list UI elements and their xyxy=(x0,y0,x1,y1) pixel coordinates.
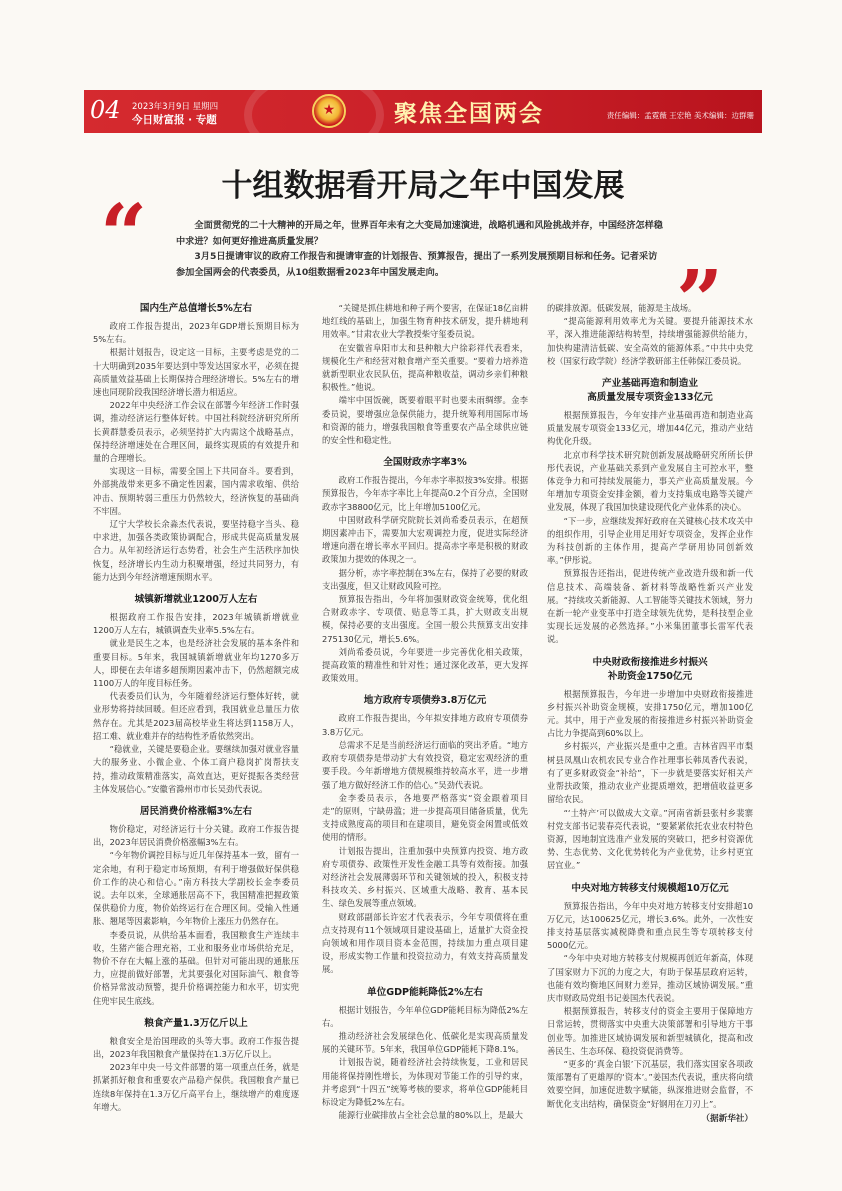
paragraph: 计划报告提出，注重加强中央预算内投资、地方政府专项债券、政策性开发性金融工具等有效衔接。加强对经济社会发展薄弱环节和关键领域的投入，积极支持科技攻关、乡村振兴、区域重大战略、教育、基本民生、绿色发展等重点领域。 xyxy=(322,845,528,909)
paragraph: 2023年中央一号文件部署的第一项重点任务，就是抓紧抓好粮食和重要农产品稳产保供。我国粮食产量已连续8年保持在1.3万亿斤高平台上，继续增产的难度逐年增大。 xyxy=(93,1062,299,1112)
section-heading-line: 高质量发展专项资金133亿元 xyxy=(587,392,713,404)
paragraph: 根据计划报告，今年单位GDP能耗目标为降低2%左右。 xyxy=(322,1004,528,1028)
paragraph: “关键是抓住耕地和种子两个要害，在保证18亿亩耕地红线的基础上，加强生物育种技术研发，提升耕地利用效率。”甘肃农业大学教授柴守玺委员说。 xyxy=(322,303,528,340)
paragraph: 根据预算报告，今年进一步增加中央财政衔接推进乡村振兴补助资金规模，安排1750亿元，增加100亿元。其中，用于产业发展的衔接推进乡村振兴补助资金占比力争提高到60%以上。 xyxy=(547,688,753,739)
paragraph: 粮食安全是治国理政的头等大事。政府工作报告提出，2023年我国粮食产量保持在1.3万亿斤以上。 xyxy=(93,1035,299,1059)
paragraph: 根据预算报告，今年安排产业基础再造和制造业高质量发展专项资金133亿元，增加44亿元，推动产业结构优化升级。 xyxy=(547,410,753,447)
paragraph: 预算报告指出，今年中央对地方转移支付安排超10万亿元，达100625亿元，增长3.6%。此外，一次性安排支持基层落实减税降费和重点民生等专项转移支付5000亿元。 xyxy=(547,900,753,951)
paragraph: 财政部副部长许宏才代表表示，今年专项债将在重点支持现有11个领域项目建设基础上，适量扩大资金投向领域和用作项目资本金范围，持续加力重点项目建设，形成实物工作量和投资拉动力，有效支持高质量发展。 xyxy=(322,911,528,975)
editors-credit: 责任编辑：孟霓薇 王宏艳 美术编辑：边群珊 xyxy=(606,111,754,120)
paragraph: 北京市科学技术研究院创新发展战略研究所所长伊彤代表说，产业基础关系到产业发展自主可控水平，整体竞争力和可持续发展能力，事关产业高质量发展。今年增加专项资金安排金额，着力支持集成电路等关键产业发展，体现了我国加快建设现代化产业体系的决心。 xyxy=(547,449,753,513)
article-column-3 xyxy=(547,302,753,1126)
headline: 十组数据看开局之年中国发展 xyxy=(221,168,625,204)
paragraph: 刘尚希委员说，今年要进一步完善优化相关政策，提高政策的精准性和针对性；通过深化改革，更大发挥政策效用。 xyxy=(322,646,528,684)
paragraph: 中国财政科学研究院院长刘尚希委员表示，在超预期因素冲击下，需要加大宏观调控力度，促进实际经济增速向潜在增长率水平回归。提高赤字率是积极的财政政策加力提效的体现之一。 xyxy=(322,514,528,565)
national-emblem-icon xyxy=(312,94,346,128)
lead-p1: 全面贯彻党的二十大精神的开局之年，世界百年未有之大变局加速演进，战略机遇和风险挑战并存，中国经济怎样稳中求进？如何更好推进高质量发展？ xyxy=(176,220,663,247)
paragraph: 据分析，赤字率控制在3%左右，保持了必要的财政支出强度，但又让财政风险可控。 xyxy=(322,567,528,591)
section-heading-line: 产业基础再造和制造业 xyxy=(602,378,698,390)
paragraph: 代表委员们认为，今年随着经济运行整体好转，就业形势将持续回暖。但还应看到，我国就业总量压力依然存在。尤其是2023届高校毕业生将达到1158万人，招工难、就业难并存的结构性矛盾依然突出。 xyxy=(93,691,299,741)
close-quote-mark: ” xyxy=(676,253,724,349)
section-heading: 单位GDP能耗降低2%左右 xyxy=(367,986,483,998)
page-number: 04 xyxy=(90,96,121,124)
paragraph: 辽宁大学校长余淼杰代表说，要坚持稳字当头、稳中求进，加强各类政策协调配合，形成共促高质量发展合力。从年初经济运行态势看，社会生产生活秩序加快恢复，经济增长内生动力积聚增强，经过共同努力，有能力达到今年经济增速预期水平。 xyxy=(93,519,299,582)
paragraph: 的碳排放源。低碳发展，能源是主战场。 xyxy=(547,303,697,313)
article-column-1 xyxy=(93,302,299,1114)
paragraph: 物价稳定，对经济运行十分关键。政府工作报告提出，2023年居民消费价格涨幅3%左右。 xyxy=(93,823,299,848)
section-heading: 地方政府专项债券3.8万亿元 xyxy=(363,695,487,707)
paragraph: 李委员说，从供给基本面看，我国粮食生产连续丰收，生猪产能合理充裕，工业和服务业市场供给充足，物价不存在大幅上涨的基础。但针对可能出现的通胀压力，应提前做好部署，尤其要强化对国际油气、粮食等价格异常波动预警，提升价格调控能力和水平，切实兜住兜牢民生底线。 xyxy=(93,929,299,1006)
paragraph: 根据政府工作报告安排，2023年城镇新增就业1200万人左右，城镇调查失业率5.5%左右。 xyxy=(93,612,299,636)
issue-date: 2023年3月9日 星期四 xyxy=(132,102,219,112)
paragraph: 实现这一目标，需要全国上下共同奋斗。要看到，外部挑战带来更多不确定性因素，国内需求收缩、供给冲击、预期转弱三重压力仍然较大，经济恢复的基础尚不牢固。 xyxy=(93,466,299,516)
section-title: 聚焦全国两会 xyxy=(394,100,544,127)
section-heading: 粮食产量1.3万亿斤以上 xyxy=(144,1017,248,1029)
paragraph: 政府工作报告提出，今年拟安排地方政府专项债券3.8万亿元。 xyxy=(322,713,528,737)
paragraph: 根据计划报告，设定这一目标，主要考虑是党的二十大明确到2035年要达到中等发达国家水平，必须在提高质量效益基础上长期保持合理经济增长。5%左右的增速也同现阶段我国经济增长潜力相适应。 xyxy=(93,347,299,398)
section-heading: 居民消费价格涨幅3%左右 xyxy=(139,805,253,817)
paragraph: “更多的‘真金白银’下沉基层，我们落实国家各项政策部署有了更雄厚的‘资本’。”姜国杰代表说，重庆将向绩效要空间，加速促进数字赋能，纵深推进财会监督，不断优化支出结构，确保资金“好钢用在刀刃上”。 xyxy=(547,1058,753,1109)
section-heading: 国内生产总值增长5%左右 xyxy=(139,303,253,314)
article-column-2 xyxy=(322,302,528,1122)
source-credit: （据新华社） xyxy=(701,1113,753,1124)
paragraph: 在安徽省阜阳市太和县种粮大户徐彩祥代表看来，规模化生产和经营对粮食增产至关重要。“要着力培养造就新型职业农民队伍，提高种粮收益，调动乡亲们种粮积极性。”他说。 xyxy=(322,342,528,393)
paragraph: “提高能源利用效率尤为关键。要提升能源技术水平，深入推进能源结构转型，持续增强能源供给能力，加快构建清洁低碳、安全高效的能源体系。”中共中央党校（国家行政学院）经济学教研部主任韩保江委员说。 xyxy=(547,316,753,366)
paragraph: 总需求不足是当前经济运行面临的突出矛盾。“地方政府专项债券是带动扩大有效投资，稳定宏观经济的重要手段。今年新增地方债规模维持较高水平，进一步增强了地方做好经济工作的信心。”吴劲代表说。 xyxy=(322,739,528,790)
paragraph: “今年中央对地方转移支付规模再创近年新高，体现了国家财力下沉的力度之大，有助于保基层政府运转，也能有效均衡地区间财力差异，推动区域协调发展。”重庆市财政局党组书记姜国杰代表说。 xyxy=(547,953,753,1003)
open-quote-mark: “ xyxy=(100,187,148,283)
paragraph: “今年物价调控目标与近几年保持基本一致，留有一定余地，有利于稳定市场预期，有利于增强做好保供稳价工作的决心和信心。”南方科技大学副校长金李委员说。去年以来，全球通胀居高不下，我国精准把握政策保供稳价力度，物价始终运行在合理区间。受输入性通胀、翘尾等因素影响，今年物价上涨压力仍然存在。 xyxy=(93,850,299,927)
paragraph: 金李委员表示，各地要严格落实“资金跟着项目走”的原则，宁缺毋滥；进一步提高项目储备质量，优先支持成熟度高的项目和在建项目，避免资金闲置或低效使用的情形。 xyxy=(322,792,528,843)
section-heading: 城镇新增就业1200万人左右 xyxy=(134,594,258,606)
paper-name: 今日财富报 · 专题 xyxy=(132,114,217,126)
paragraph: 预算报告还指出，促进传统产业改造升级和新一代信息技术、高端装备、新材料等战略性新兴产业发展。“持续攻关新能源、人工智能等关键技术领域，努力在新一轮产业变革中打造全球领先优势，是科技型企业实现长远发展的必然选择。”小米集团董事长雷军代表说。 xyxy=(547,568,753,645)
paragraph: “下一步，应继续发挥好政府在关键核心技术攻关中的组织作用，引导企业用足用好专项资金，发挥企业作为科技创新的主体作用，提高产学研用协同创新效率。”伊彤说。 xyxy=(547,515,753,566)
lead-p2: 3月5日提请审议的政府工作报告和提请审查的计划报告、预算报告，提出了一系列发展预期目标和任务。记者采访参加全国两会的代表委员，从10组数据看2023年中国发展走向。 xyxy=(176,251,658,278)
paragraph: 2022年中央经济工作会议在部署今年经济工作时强调，推动经济运行整体好转。中国社科院经济研究所所长黄群慧委员表示，必须坚持扩大内需这个战略基点，保持经济增速处在合理区间，最终实现质的有效提升和量的合理增长。 xyxy=(93,400,299,464)
section-heading-line: 中央财政衔接推进乡村振兴 xyxy=(592,656,708,668)
section-heading: 中央对地方转移支付规模超10万亿元 xyxy=(571,882,729,894)
paragraph: 乡村振兴，产业振兴是重中之重。吉林省四平市梨树县凤凰山农机农民专业合作社理事长韩凤香代表说，有了更多财政资金“补给”，下一步就是要落实好相关产业帮扶政策，推动农业产业提质增效，把增值收益更多留给农民。 xyxy=(547,741,753,805)
paragraph: 预算报告指出，今年将加强财政资金统筹，优化组合财政赤字、专项债、贴息等工具，扩大财政支出规模，保持必要的支出强度。全国一般公共预算支出安排275130亿元，增长5.6%。 xyxy=(322,594,528,644)
section-heading xyxy=(547,377,753,405)
paragraph: 能源行业碳排放占全社会总量的80%以上，是最大 xyxy=(338,1110,523,1121)
paragraph: “‘土特产’可以做成大文章。”河南省新县张村乡裴寨村党支部书记裴春亮代表说，“要紧紧依托农业农村特色资源，因地制宜选准产业发展的突破口，把乡村资源优势、生态优势、文化优势转化为产业优势，让乡村更宜居宜业。” xyxy=(547,807,753,871)
section-heading: 全国财政赤字率3% xyxy=(383,457,467,469)
section-heading xyxy=(547,656,753,684)
paragraph: 端牢中国饭碗，既要着眼平时也要未雨绸缪。金李委员说，要增强应急保供能力，提升统筹利用国际市场和资源的能力，增强我国粮食等重要农产品全球供应链的安全性和稳定性。 xyxy=(322,395,528,446)
paragraph: 就业是民生之本，也是经济社会发展的基本条件和重要目标。5年来，我国城镇新增就业年均1270多万人，即便在去年诸多超预期因素冲击下，仍然超额完成1100万人的年度目标任务。 xyxy=(93,638,299,689)
paragraph: 政府工作报告提出，2023年GDP增长预期目标为5%左右。 xyxy=(93,321,299,345)
paragraph: “稳就业，关键是要稳企业。要继续加强对就业容量大的服务业、小微企业、个体工商户稳岗扩岗帮扶支持，推动政策精准落实，高效直达，更好提振各类经营主体发展信心。”安徽省滁州市市长吴劲代表说。 xyxy=(93,744,299,794)
page-banner xyxy=(84,90,762,133)
lead-paragraph xyxy=(176,218,664,280)
section-heading-line: 补助资金1750亿元 xyxy=(607,670,693,682)
paragraph: 政府工作报告提出，今年赤字率拟按3%安排。根据预算报告，今年赤字率比上年提高0.2个百分点，全国财政赤字38800亿元，比上年增加5100亿元。 xyxy=(322,475,528,512)
paragraph: 推动经济社会发展绿色化、低碳化是实现高质量发展的关键环节。5年来，我国单位GDP能耗下降8.1%。 xyxy=(322,1030,528,1055)
paragraph: 计划报告说，随着经济社会持续恢复，工业和居民用能将保持刚性增长，为体现对节能工作的引导约束，并考虑到“十四五”统筹考核的要求，将单位GDP能耗目标设定为降低2%左右。 xyxy=(322,1057,528,1107)
paragraph: 根据预算报告，转移支付的资金主要用于保障地方日常运转，贯彻落实中央重大决策部署和引导地方干事创业等。加推进区域协调发展和新型城镇化，提高和改善民生、生态环保、稳投资促消费等。 xyxy=(547,1006,753,1056)
